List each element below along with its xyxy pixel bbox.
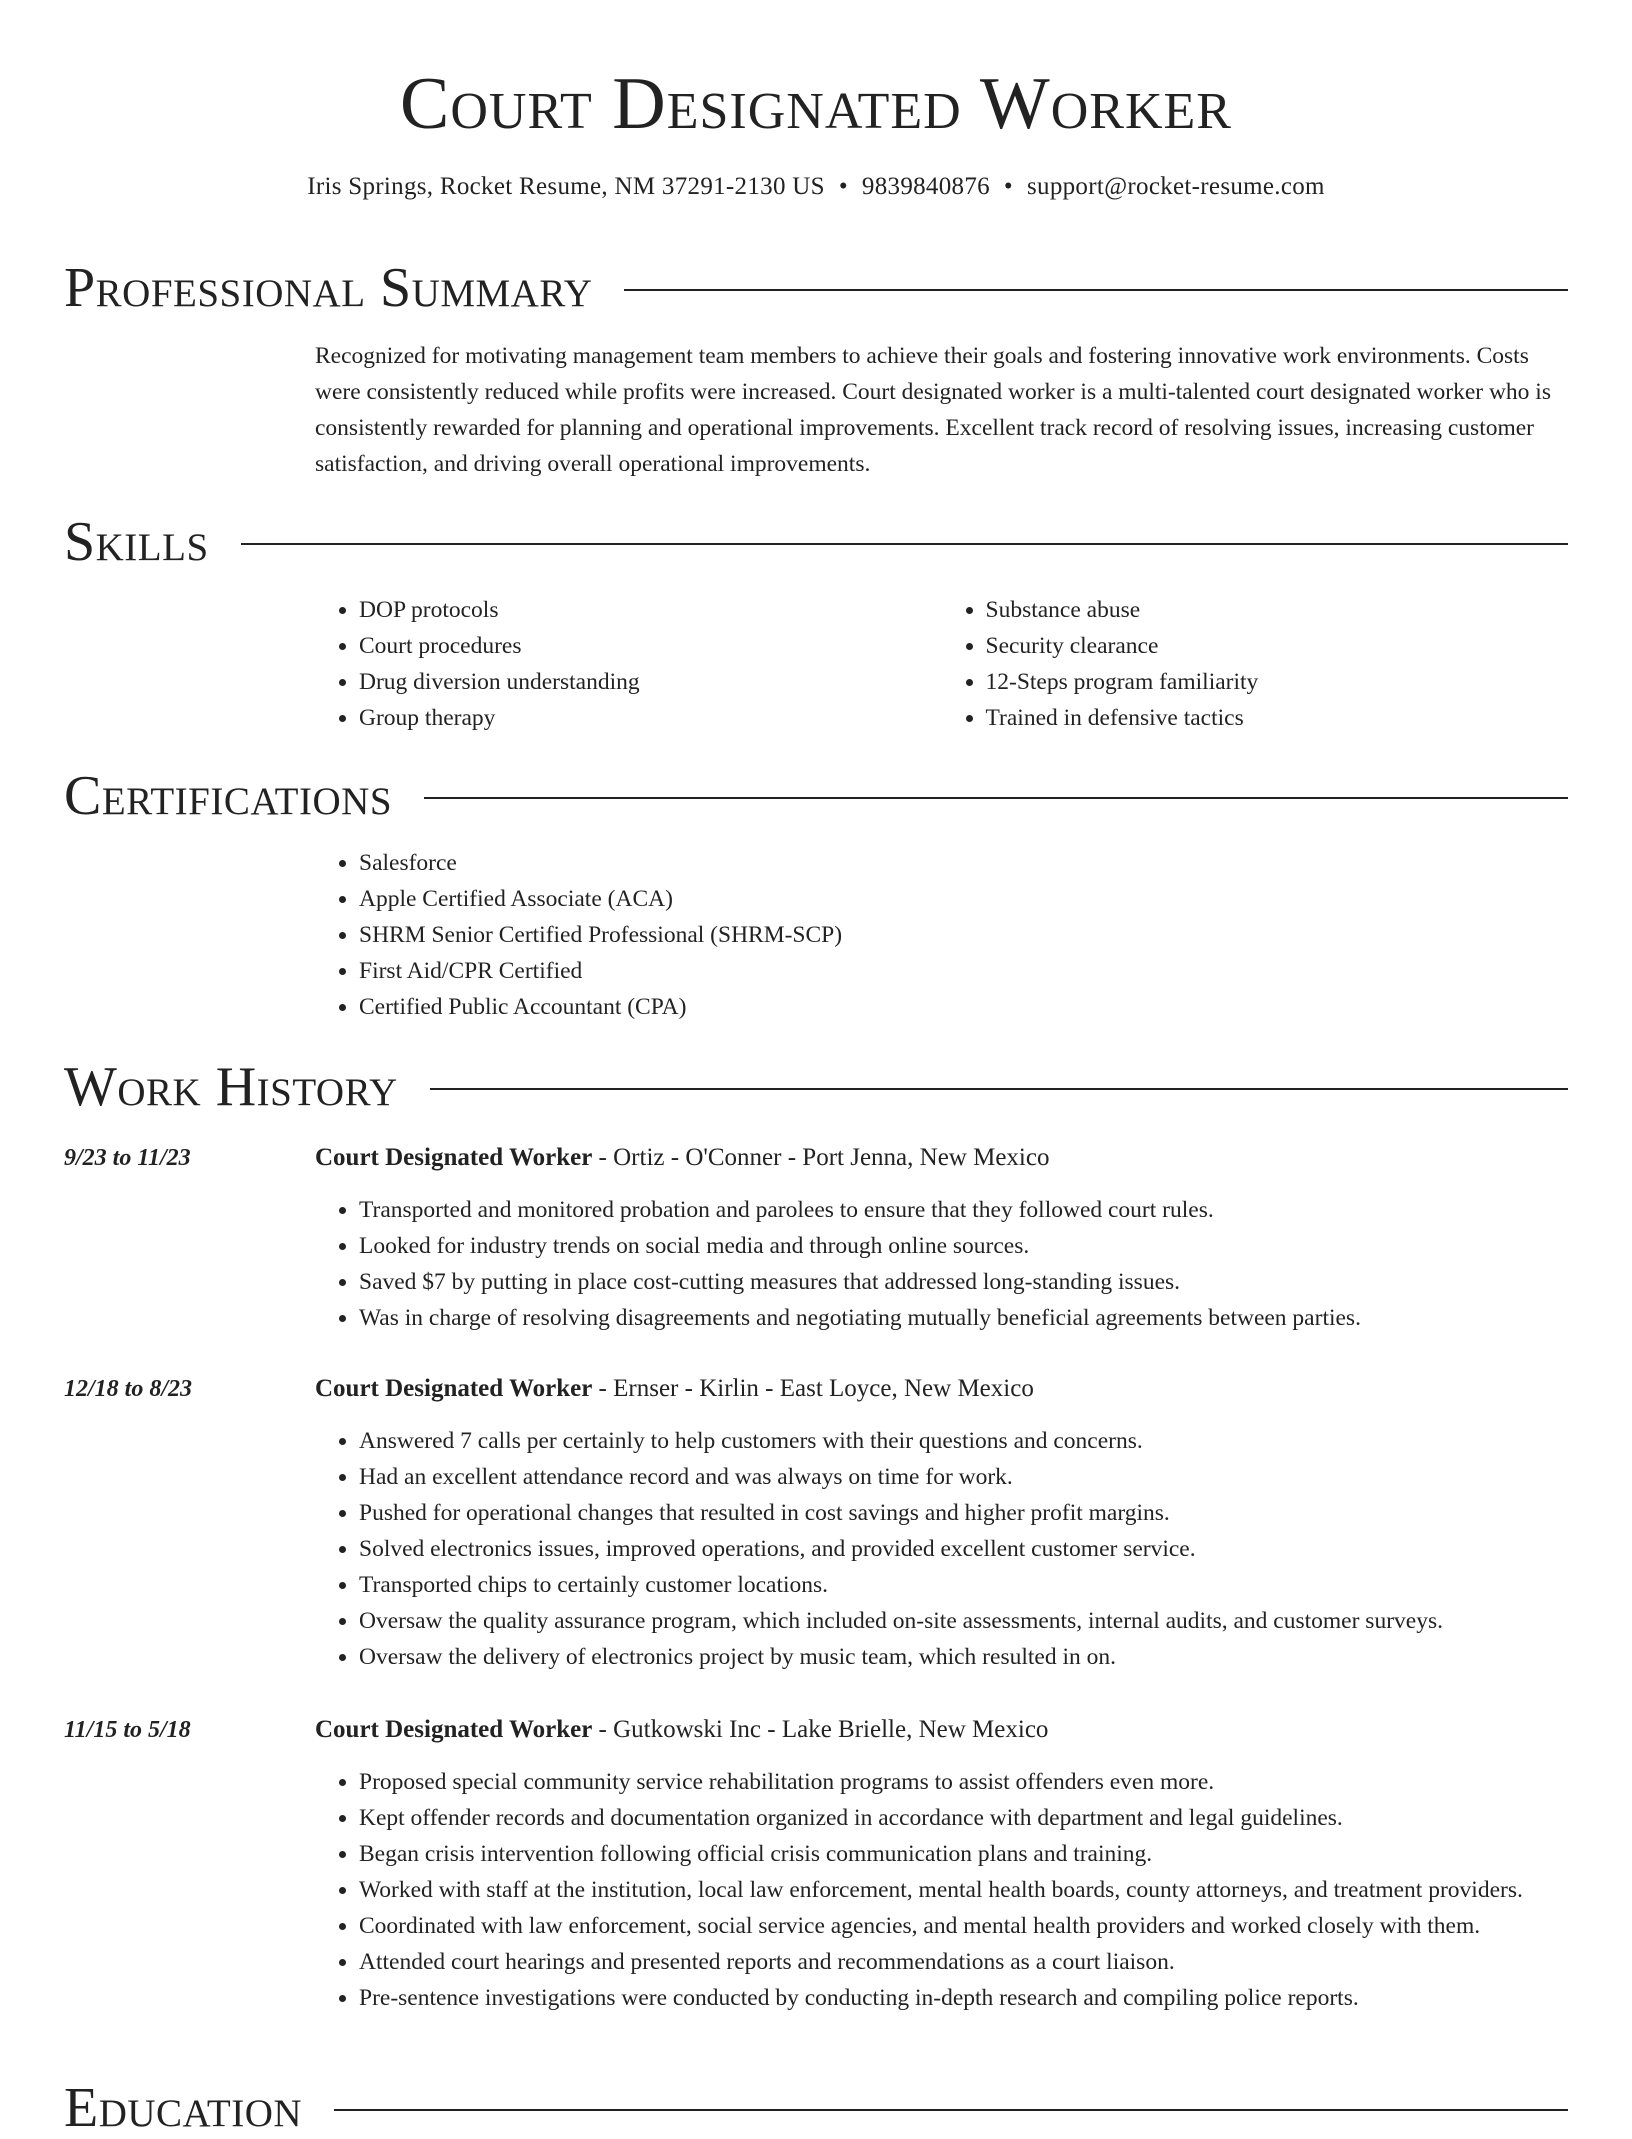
certification-item: • Certified Public Accountant (CPA) xyxy=(359,989,1568,1025)
candidate-name: Court Designated Worker xyxy=(400,63,1232,145)
job-bullet: • Attended court hearings and presented reports and recommendations as a court liaison. xyxy=(359,1944,1568,1980)
job-title: Court Designated Worker xyxy=(315,1144,593,1171)
certification-item: • First Aid/CPR Certified xyxy=(359,953,1568,989)
contact-phone: 9839840876 xyxy=(861,173,990,200)
job-title: Court Designated Worker xyxy=(315,1716,593,1743)
job-bullet: • Had an excellent attendance record and was always on time for work. xyxy=(359,1459,1568,1495)
skill-item: • Court procedures xyxy=(359,628,942,664)
skill-item: • Security clearance xyxy=(986,628,1569,664)
job-title: Court Designated Worker xyxy=(315,1375,593,1402)
summary-section xyxy=(315,338,1568,482)
job-bullets xyxy=(315,1192,1568,1336)
job-bullet: • Worked with staff at the institution, local law enforcement, mental health boards, county attorneys, and treatment providers. xyxy=(359,1872,1568,1908)
contact-line xyxy=(64,172,1568,202)
job-dates: 11/15 to 5/18 xyxy=(64,1717,191,1743)
contact-email[interactable]: support@rocket-resume.com xyxy=(1026,173,1325,200)
section-divider xyxy=(624,289,1568,291)
skill-item: • 12-Steps program familiarity xyxy=(986,664,1569,700)
job-employer: - Ortiz - O'Conner - Port Jenna, New Mexico xyxy=(592,1144,1050,1171)
job-employer: - Gutkowski Inc - Lake Brielle, New Mexico xyxy=(592,1716,1049,1743)
job-bullet: • Oversaw the delivery of electronics project by music team, which resulted in on. xyxy=(359,1639,1568,1675)
certifications-section-header xyxy=(64,766,1568,826)
certifications-list xyxy=(315,845,1568,1025)
section-divider xyxy=(430,1088,1568,1090)
job-dates: 9/23 to 11/23 xyxy=(64,1145,191,1171)
job-bullet: • Transported and monitored probation and parolees to ensure that they followed court rules. xyxy=(359,1192,1568,1228)
skill-item: • DOP protocols xyxy=(359,592,942,628)
job-bullets xyxy=(315,1764,1568,2016)
job-title-line xyxy=(315,1140,1049,1176)
skills-heading: Skills xyxy=(64,511,209,573)
job-dates: 12/18 to 8/23 xyxy=(64,1376,193,1402)
job-bullet: • Oversaw the quality assurance program, which included on-site assessments, internal audits, and customer surveys. xyxy=(359,1603,1568,1639)
skill-item: • Substance abuse xyxy=(986,592,1569,628)
job-bullet: • Looked for industry trends on social media and through online sources. xyxy=(359,1228,1568,1264)
job-title-line xyxy=(315,1371,1034,1407)
skill-item: • Trained in defensive tactics xyxy=(986,700,1569,736)
education-heading: Education xyxy=(64,2077,303,2139)
job-title-line xyxy=(315,1712,1048,1748)
job-bullet: • Proposed special community service rehabilitation programs to assist offenders even more. xyxy=(359,1764,1568,1800)
job-bullets xyxy=(315,1423,1568,1675)
skills-list-left xyxy=(315,592,942,736)
contact-separator: • xyxy=(838,173,848,200)
job-bullet: • Kept offender records and documentation organized in accordance with department and legal guidelines. xyxy=(359,1800,1568,1836)
job-bullet: • Coordinated with law enforcement, social service agencies, and mental health providers and worked closely with them. xyxy=(359,1908,1568,1944)
summary-text: Recognized for motivating management team members to achieve their goals and fostering innovative work environments. Costs were consistently reduced while profits were increased. Court designated worker is a multi-talented court designated worker who is consistently rewarded for planning and operational improvements. Excellent track record of resolving issues, increasing customer satisfaction, and driving overall operational improvements. xyxy=(315,343,1551,477)
education-section-header xyxy=(64,2078,1568,2138)
resume-page xyxy=(64,0,1568,2139)
section-divider xyxy=(334,2109,1568,2111)
job-bullet: • Began crisis intervention following official crisis communication plans and training. xyxy=(359,1836,1568,1872)
work-heading: Work History xyxy=(64,1056,398,1118)
work-section-header xyxy=(64,1057,1568,1117)
certifications-section xyxy=(315,845,1568,1025)
job-bullet: • Transported chips to certainly customer locations. xyxy=(359,1567,1568,1603)
contact-address: Iris Springs, Rocket Resume, NM 37291-2130 US xyxy=(307,173,825,200)
skill-item: • Group therapy xyxy=(359,700,942,736)
job-employer: - Ernser - Kirlin - East Loyce, New Mexico xyxy=(592,1375,1034,1402)
contact-separator: • xyxy=(1003,173,1013,200)
job-bullet: • Pushed for operational changes that resulted in cost savings and higher profit margins. xyxy=(359,1495,1568,1531)
section-divider xyxy=(424,797,1568,799)
job-bullet: • Saved $7 by putting in place cost-cutting measures that addressed long-standing issues. xyxy=(359,1264,1568,1300)
skills-section-header xyxy=(64,512,1568,572)
summary-section-header xyxy=(64,258,1568,318)
job-bullet: • Was in charge of resolving disagreements and negotiating mutually beneficial agreements between parties. xyxy=(359,1300,1568,1336)
skills-list-right xyxy=(942,592,1569,736)
certification-item: • Salesforce xyxy=(359,845,1568,881)
certification-item: • Apple Certified Associate (ACA) xyxy=(359,881,1568,917)
section-divider xyxy=(241,543,1568,545)
summary-heading: Professional Summary xyxy=(64,257,593,319)
job-bullet: • Solved electronics issues, improved operations, and provided excellent customer service. xyxy=(359,1531,1568,1567)
skills-section xyxy=(315,592,1568,736)
job-bullet: • Pre-sentence investigations were conducted by conducting in-depth research and compiling police reports. xyxy=(359,1980,1568,2016)
skill-item: • Drug diversion understanding xyxy=(359,664,942,700)
certifications-heading: Certifications xyxy=(64,765,393,827)
certification-item: • SHRM Senior Certified Professional (SHRM-SCP) xyxy=(359,917,1568,953)
job-bullet: • Answered 7 calls per certainly to help customers with their questions and concerns. xyxy=(359,1423,1568,1459)
